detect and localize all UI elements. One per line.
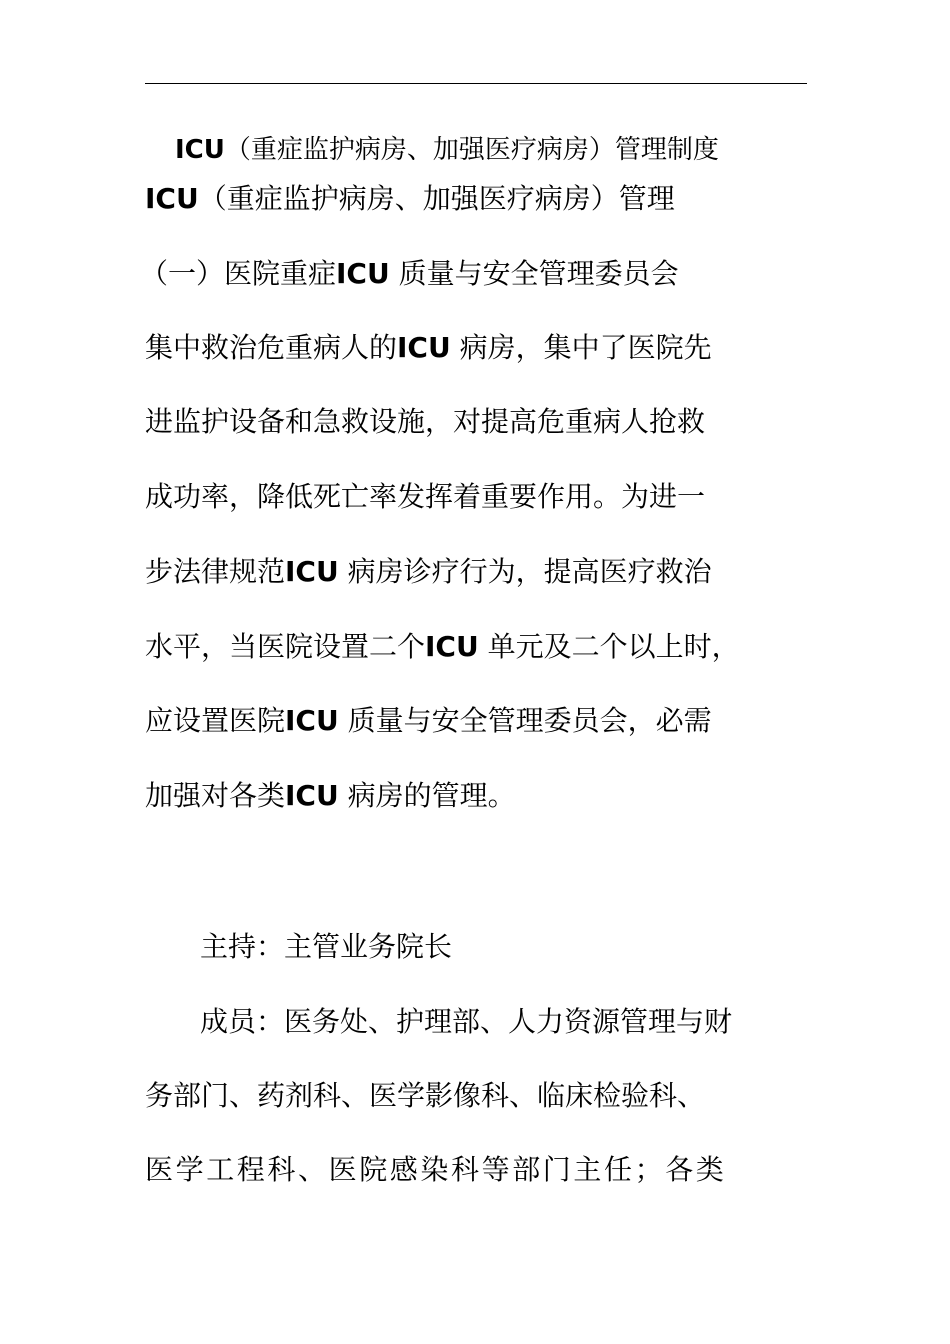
body-text: 水平，当医院设置二个 (145, 630, 426, 663)
body-text: 病房的管理。 (338, 779, 516, 812)
section-heading-text-b: 质量与安全管理委员会 (389, 257, 679, 290)
header-rule (145, 83, 807, 84)
body-icu: ICU (425, 630, 479, 663)
host-line: 主持：主管业务院长 (200, 930, 453, 963)
members-line: 成员：医务处、护理部、人力资源管理与财 (200, 1005, 733, 1038)
body-line (145, 779, 516, 813)
document-subtitle (145, 182, 675, 216)
members-line: 务部门、药剂科、医学影像科、临床检验科、 (145, 1079, 706, 1112)
title-text: （重症监护病房、加强医疗病房）管理制度 (224, 135, 719, 165)
body-text: 进监护设备和急救设施，对提高危重病人抢救 (145, 405, 706, 438)
section-heading-icu: ICU (336, 257, 390, 290)
body-icu: ICU (285, 779, 339, 812)
body-text: 病房诊疗行为，提高医疗救治 (338, 555, 712, 588)
section-heading-text-a: （一）医院重症 (140, 257, 337, 290)
body-line (145, 405, 705, 439)
body-line (145, 331, 712, 365)
members-line: 医学工程科、医院感染科等部门主任；各类 (145, 1153, 727, 1186)
body-icu: ICU (397, 331, 451, 364)
body-line (145, 555, 712, 589)
document-title (175, 133, 719, 167)
body-icu: ICU (285, 704, 339, 737)
body-text: 加强对各类 (145, 779, 286, 812)
body-text: 单元及二个以上时， (478, 630, 740, 663)
body-text: 集中救治危重病人的 (145, 331, 398, 364)
body-line (145, 630, 740, 664)
subtitle-icu: ICU (145, 182, 199, 215)
body-text: 应设置医院 (145, 704, 286, 737)
body-text: 质量与安全管理委员会，必需 (338, 704, 712, 737)
title-icu: ICU (175, 135, 225, 165)
body-text: 成功率，降低死亡率发挥着重要作用。为进一 (145, 480, 706, 513)
body-line (145, 480, 705, 514)
body-text: 步法律规范 (145, 555, 286, 588)
body-icu: ICU (285, 555, 339, 588)
body-text: 病房，集中了医院先 (450, 331, 712, 364)
subtitle-text: （重症监护病房、加强医疗病房）管理 (198, 182, 675, 215)
body-line (145, 704, 712, 738)
section-heading (140, 257, 679, 291)
